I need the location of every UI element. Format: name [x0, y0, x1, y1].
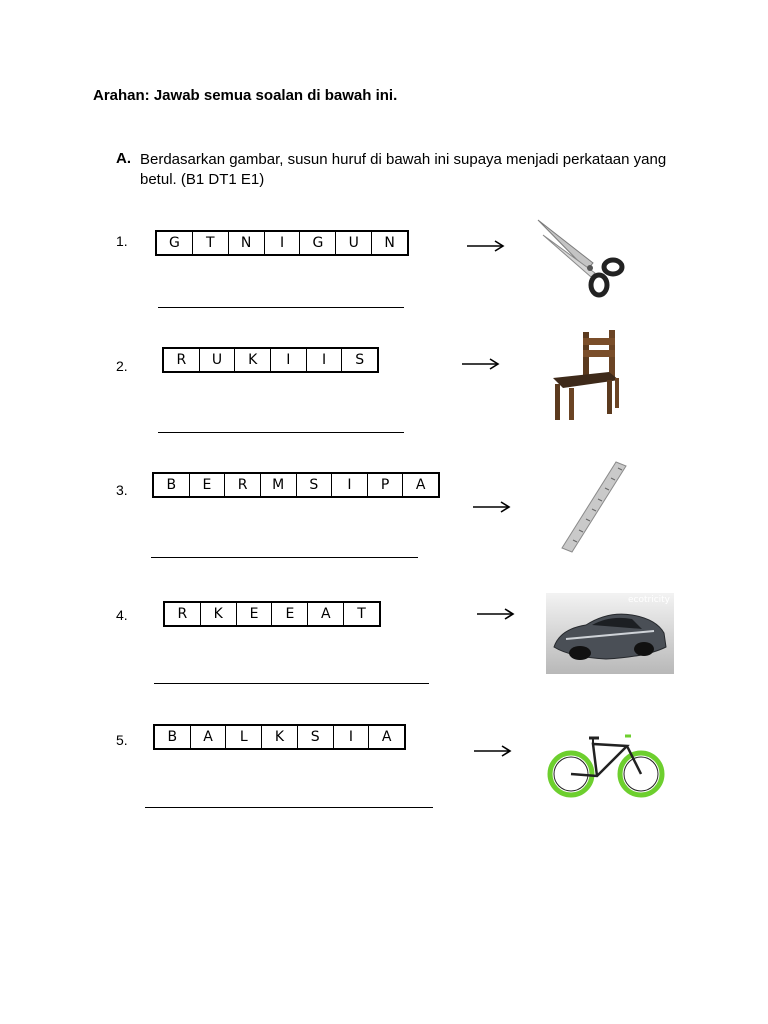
section-letter: A.	[116, 150, 131, 167]
letter-cell: I	[265, 232, 301, 254]
letter-box	[162, 347, 379, 373]
letter-cell: L	[226, 726, 262, 748]
answer-line[interactable]	[158, 432, 404, 433]
letter-box	[152, 472, 440, 498]
letter-cell: I	[271, 349, 307, 371]
letter-cell: N	[384, 235, 395, 251]
letter-box	[155, 230, 409, 256]
question-number: 5.	[116, 732, 128, 748]
answer-line[interactable]	[154, 683, 429, 684]
letter-cell: I	[334, 726, 370, 748]
bicycle-picture	[545, 728, 665, 803]
answer-line[interactable]	[145, 807, 433, 808]
arrow-right-icon	[472, 500, 512, 514]
letter-cell: R	[164, 349, 200, 371]
chair-picture	[545, 328, 625, 423]
letter-cell: B	[154, 474, 190, 496]
letter-cell: I	[332, 474, 368, 496]
letter-cell: A	[308, 603, 344, 625]
letter-cell: K	[262, 726, 298, 748]
arrow-right-icon	[476, 607, 516, 621]
letter-cell: S	[297, 474, 333, 496]
letter-cell: I	[307, 349, 343, 371]
question-number: 1.	[116, 233, 128, 249]
answer-line[interactable]	[158, 307, 404, 308]
letter-cell: K	[201, 603, 237, 625]
letter-cell: K	[235, 349, 271, 371]
question-number: 4.	[116, 607, 128, 623]
letter-cell: B	[155, 726, 191, 748]
car-picture	[546, 593, 674, 674]
scissors-picture	[533, 215, 628, 300]
car-watermark: ecotricity	[627, 595, 670, 605]
letter-cell: P	[368, 474, 404, 496]
letter-cell: U	[336, 232, 372, 254]
arrow-right-icon	[461, 357, 501, 371]
ruler-picture	[548, 458, 638, 556]
letter-cell: S	[355, 352, 365, 368]
letter-cell: R	[225, 474, 261, 496]
letter-cell: M	[261, 474, 297, 496]
letter-cell: R	[165, 603, 201, 625]
letter-cell: E	[190, 474, 226, 496]
letter-cell: E	[272, 603, 308, 625]
letter-box	[153, 724, 406, 750]
letter-cell: A	[415, 477, 426, 493]
letter-cell: T	[357, 606, 366, 622]
page-heading: Arahan: Jawab semua soalan di bawah ini.	[93, 87, 398, 104]
letter-cell: S	[298, 726, 334, 748]
letter-cell: E	[237, 603, 273, 625]
letter-cell: U	[200, 349, 236, 371]
answer-line[interactable]	[151, 557, 418, 558]
arrow-right-icon	[473, 744, 513, 758]
section-instruction: Berdasarkan gambar, susun huruf di bawah ini supaya menjadi perkataan yang betul. (B1 DT1 E1)	[140, 151, 667, 188]
question-number: 3.	[116, 482, 128, 498]
letter-box	[163, 601, 381, 627]
letter-cell: G	[157, 232, 193, 254]
letter-cell: N	[229, 232, 265, 254]
question-number: 2.	[116, 358, 128, 374]
letter-cell: G	[300, 232, 336, 254]
letter-cell: T	[193, 232, 229, 254]
arrow-right-icon	[466, 239, 506, 253]
letter-cell: A	[191, 726, 227, 748]
letter-cell: A	[381, 729, 392, 745]
